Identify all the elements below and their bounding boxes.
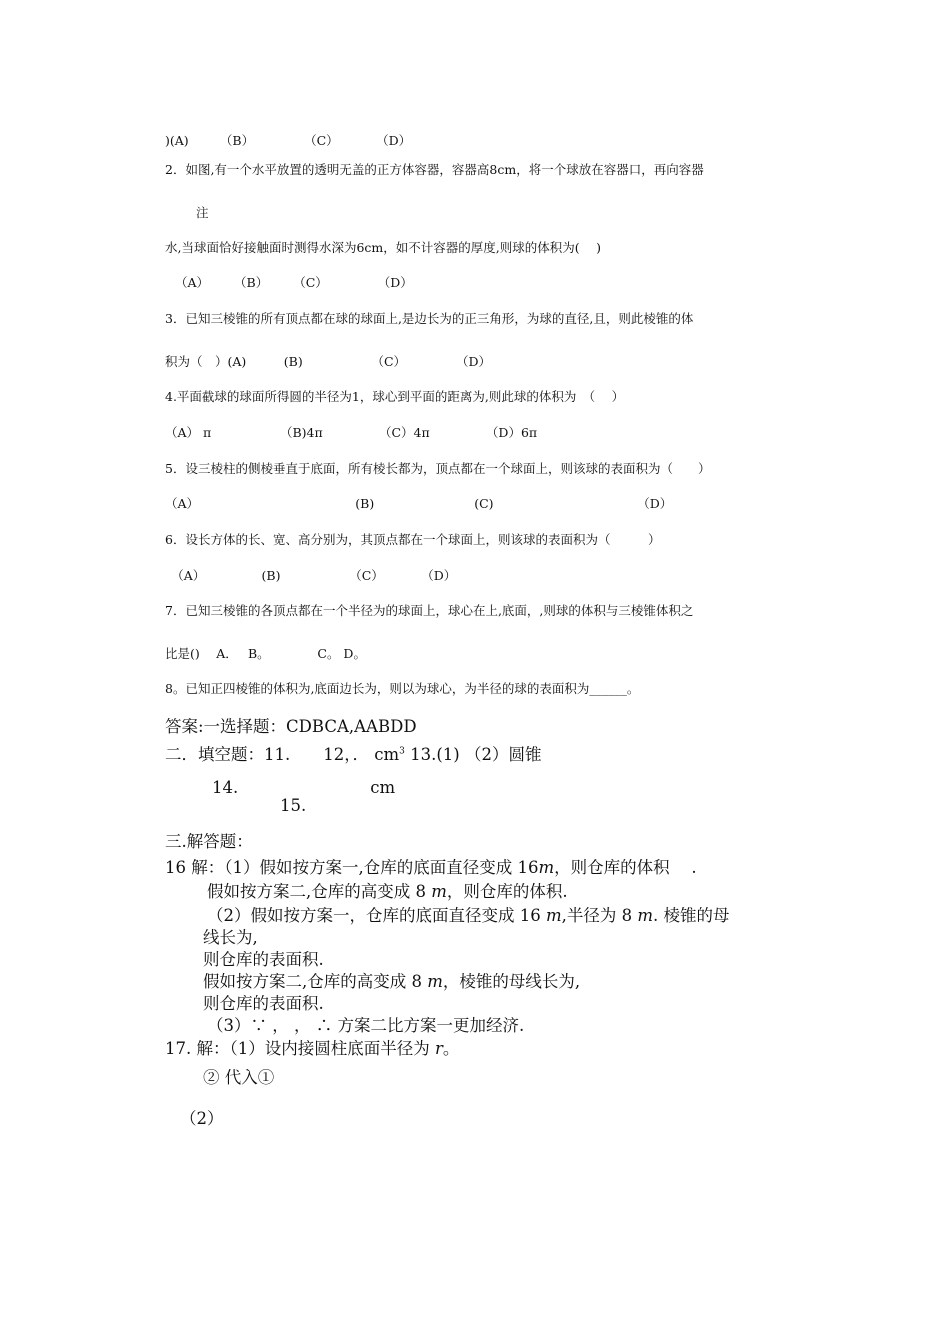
solution-16-line-8: （3）∵ ， ， ∴ 方案二比方案一更加经济. [207, 1016, 525, 1035]
solution-17-line-1 [165, 1035, 459, 1059]
solution-16-line-6 [203, 968, 580, 992]
answers-choice: 答案:一选择题：CDBCA,AABDD [165, 717, 417, 736]
question-2-text: 2．如图,有一个水平放置的透明无盖的正方体容器，容器高8cm，将一个球放在容器口，再向容器 [165, 162, 704, 177]
question-3-text-cont: 积为（ ）(A) (B) （C） （D） [165, 354, 492, 369]
text: ,半径为 8 [561, 906, 638, 925]
solution-16-line-7: 则仓库的表面积. [203, 994, 324, 1013]
question-7-text: 7．已知三棱锥的各顶点都在一个半径为的球面上，球心在上,底面，,则球的体积与三棱锥体积之 [165, 603, 694, 618]
unit-m: m [427, 972, 443, 991]
answers-fill-text-rest: 13.(1) （2）圆锥 [404, 745, 542, 764]
text: 。 [442, 1039, 460, 1058]
answer-15: 15. [280, 796, 307, 815]
q6-options: （A） (B) （C） （D） [165, 568, 457, 583]
question-2-text-end: 水,当球面恰好接触面时测得水深为6cm，如不计容器的厚度,则球的体积为( ) [165, 240, 601, 255]
solution-16-line-5: 则仓库的表面积. [203, 950, 324, 969]
question-2-text-cont: 注 [196, 205, 209, 220]
question-4-text: 4.平面截球的球面所得圆的半径为1，球心到平面的距离为,则此球的体积为 （ ） [165, 389, 625, 404]
answers-fill-text: 二．填空题：11. 12，． cm [165, 745, 400, 764]
text: ，则仓库的体积 . [554, 858, 697, 877]
unit-m: m [637, 906, 654, 925]
solution-16-line-3 [207, 902, 730, 926]
question-7-text-cont: 比是() A． B。 C。 D。 [165, 646, 366, 661]
question-3-text: 3．已知三棱锥的所有顶点都在球的球面上,是边长为的正三角形，为球的直径,且，则此棱锥的体 [165, 311, 694, 326]
question-8-text: 8。已知正四棱锥的体积为,底面边长为，则以为球心，为半径的球的表面积为______。 [165, 681, 640, 696]
q5-options: （A） (B) (C) （D） [165, 496, 673, 511]
text: （2）假如按方案一，仓库的底面直径变成 16 [207, 906, 546, 925]
solution-16-line-1 [165, 854, 697, 878]
unit-m: m [545, 906, 562, 925]
text: 16 解：（1）假如按方案一,仓库的底面直径变成 16 [165, 858, 539, 877]
text: 17. 解：（1）设内接圆柱底面半径为 [165, 1039, 435, 1058]
q1-options: )(A) （B） （C） （D） [165, 133, 412, 148]
solution-16-line-2 [207, 878, 568, 902]
unit-m: m [538, 858, 555, 877]
question-6-text: 6．设长方体的长、宽、高分别为，其顶点都在一个球面上，则该球的表面积为（ ） [165, 532, 661, 547]
text: ，则仓库的体积. [446, 882, 568, 901]
section-3-heading: 三.解答题： [165, 832, 253, 851]
text: . 棱锥的母 [653, 906, 730, 925]
cubic-superscript: 3 [399, 746, 405, 757]
answers-fill-blank [165, 741, 541, 765]
text: 假如按方案二,仓库的高变成 8 [203, 972, 428, 991]
solution-16-line-4: 线长为, [203, 928, 258, 947]
unit-m: m [431, 882, 447, 901]
var-r: r [434, 1039, 443, 1058]
text: ，棱锥的母线长为, [442, 972, 581, 991]
q4-options: （A） π （B)4π （C）4π （D）6π [165, 425, 538, 440]
solution-17-line-3: （2） [180, 1109, 224, 1128]
question-5-text: 5．设三棱柱的侧棱垂直于底面，所有棱长都为，顶点都在一个球面上，则该球的表面积为（ ） [165, 461, 711, 476]
q2-options: （A） （B） （C） （D） [175, 275, 413, 290]
text: 假如按方案二,仓库的高变成 8 [207, 882, 432, 901]
solution-17-line-2: ② 代入① [203, 1068, 275, 1087]
answer-14: 14. cm [212, 778, 396, 797]
